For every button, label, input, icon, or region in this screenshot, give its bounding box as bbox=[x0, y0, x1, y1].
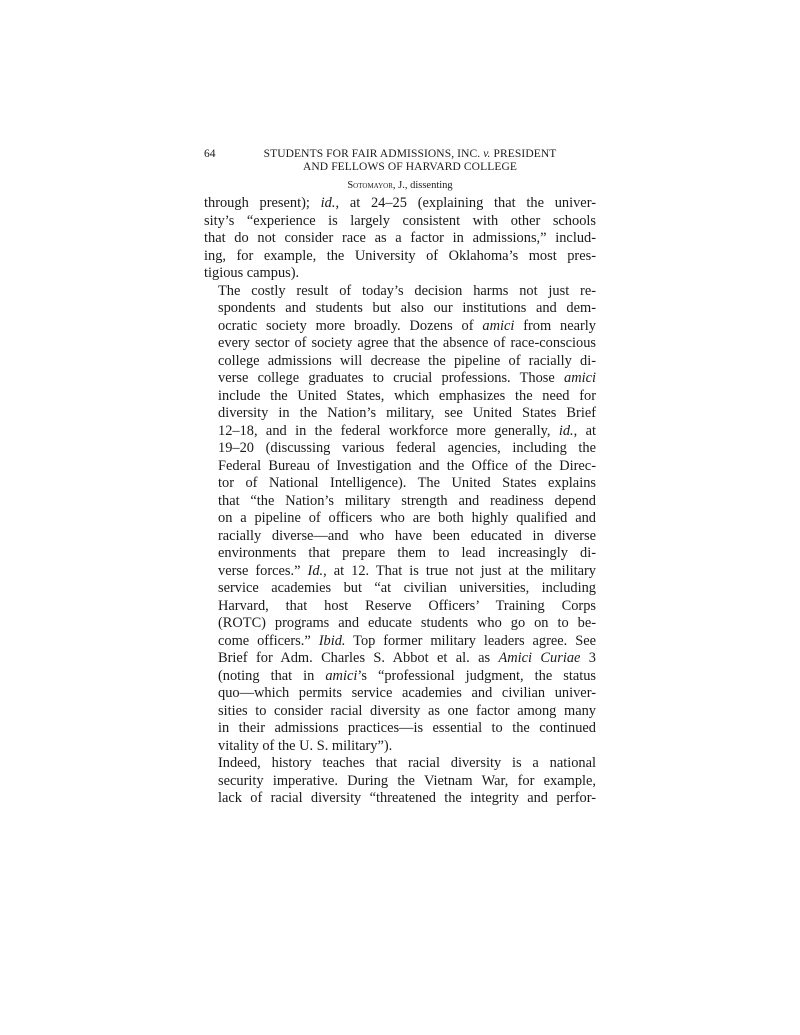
text-line: sities to consider racial diversity as one factor among many bbox=[218, 702, 596, 719]
paragraph bbox=[204, 195, 596, 283]
text-line: quo—which permits service academies and civilian univer- bbox=[218, 685, 596, 701]
italic-text: Ibid. bbox=[318, 632, 346, 649]
text-line: tigious campus). bbox=[204, 265, 300, 281]
opinion-author: Sotomayor, J., dissenting bbox=[347, 180, 453, 191]
text-line: come officers.” Ibid. Top former military leaders agree. See bbox=[218, 632, 596, 649]
opinion-body bbox=[204, 195, 596, 808]
text-line: lack of racial diversity “threatened the integrity and perfor- bbox=[218, 790, 596, 806]
text-line: verse forces.” Id., at 12. That is true not just at the military bbox=[218, 562, 596, 579]
text-line: 12–18, and in the federal workforce more generally, id., at bbox=[218, 422, 596, 439]
running-head bbox=[204, 148, 596, 195]
text-line: Indeed, history teaches that racial diversity is a national bbox=[218, 755, 596, 771]
text-line: racially diverse—and who have been educated in diverse bbox=[218, 527, 596, 544]
text-line: Brief for Adm. Charles S. Abbot et al. as Amici Curiae 3 bbox=[218, 650, 597, 666]
page-number: 64 bbox=[204, 148, 216, 160]
text-line: (ROTC) programs and educate students who go on to be- bbox=[218, 615, 596, 631]
text-line: ocratic society more broadly. Dozens of amici from nearly bbox=[218, 317, 596, 334]
text-line: environments that prepare them to lead increasingly di- bbox=[218, 545, 596, 561]
italic-text: amici bbox=[325, 667, 358, 684]
text-line: The costly result of today’s decision harms not just re- bbox=[218, 282, 596, 299]
italic-text: Id. bbox=[307, 562, 324, 579]
justice-name: Sotomayor bbox=[347, 180, 393, 191]
text-line: through present); id., at 24–25 (explaining that the univer- bbox=[204, 195, 596, 211]
italic-text: Amici Curiae bbox=[498, 650, 581, 666]
versus-abbrev: v. bbox=[483, 148, 491, 160]
text-line: verse college graduates to crucial professions. Those amici bbox=[218, 370, 596, 386]
text-line: sity’s “experience is largely consistent with other schools bbox=[204, 212, 596, 229]
text-line: Harvard, that host Reserve Officers’ Training Corps bbox=[218, 597, 596, 614]
text-line: diversity in the Nation’s military, see United States Brief bbox=[218, 405, 596, 421]
text-line: vitality of the U. S. military”). bbox=[218, 737, 393, 754]
text-line: service academies but “at civilian universities, including bbox=[218, 580, 596, 596]
text-line: every sector of society agree that the absence of race-conscious bbox=[218, 335, 596, 351]
italic-text: id. bbox=[558, 422, 574, 439]
text-line: that do not consider race as a factor in admissions,” includ- bbox=[204, 230, 596, 246]
text-line: tor of National Intelligence). The United States explains bbox=[218, 475, 596, 491]
italic-text: amici bbox=[564, 370, 596, 386]
text-line: spondents and students but also our institutions and dem- bbox=[218, 300, 596, 316]
paragraph bbox=[204, 283, 596, 756]
text-line: security imperative. During the Vietnam War, for example, bbox=[218, 772, 596, 789]
text-line: that “the Nation’s military strength and readiness depend bbox=[218, 492, 596, 509]
text-line: ing, for example, the University of Oklahoma’s most pres- bbox=[204, 247, 596, 264]
text-line: 19–20 (discussing various federal agencies, including the bbox=[218, 440, 596, 456]
opinion-author-line bbox=[204, 179, 596, 192]
page-content bbox=[204, 148, 596, 808]
case-title-line-2: AND FELLOWS OF HARVARD COLLEGE bbox=[303, 161, 517, 173]
text-line: on a pipeline of officers who are both highly qualified and bbox=[218, 510, 596, 526]
text-line: in their admissions practices—is essential to the continued bbox=[218, 720, 596, 736]
case-title bbox=[204, 148, 596, 174]
italic-text: amici bbox=[482, 317, 515, 334]
case-title-line-1: STUDENTS FOR FAIR ADMISSIONS, INC. v. PRESIDENT bbox=[263, 148, 557, 160]
italic-text: id. bbox=[320, 195, 336, 211]
text-line: college admissions will decrease the pipeline of racially di- bbox=[218, 352, 596, 369]
paragraph bbox=[204, 755, 596, 808]
text-line: include the United States, which emphasizes the need for bbox=[218, 387, 596, 404]
text-line: Federal Bureau of Investigation and the Office of the Direc- bbox=[218, 457, 596, 474]
text-line: (noting that in amici’s “professional judgment, the status bbox=[218, 667, 596, 684]
